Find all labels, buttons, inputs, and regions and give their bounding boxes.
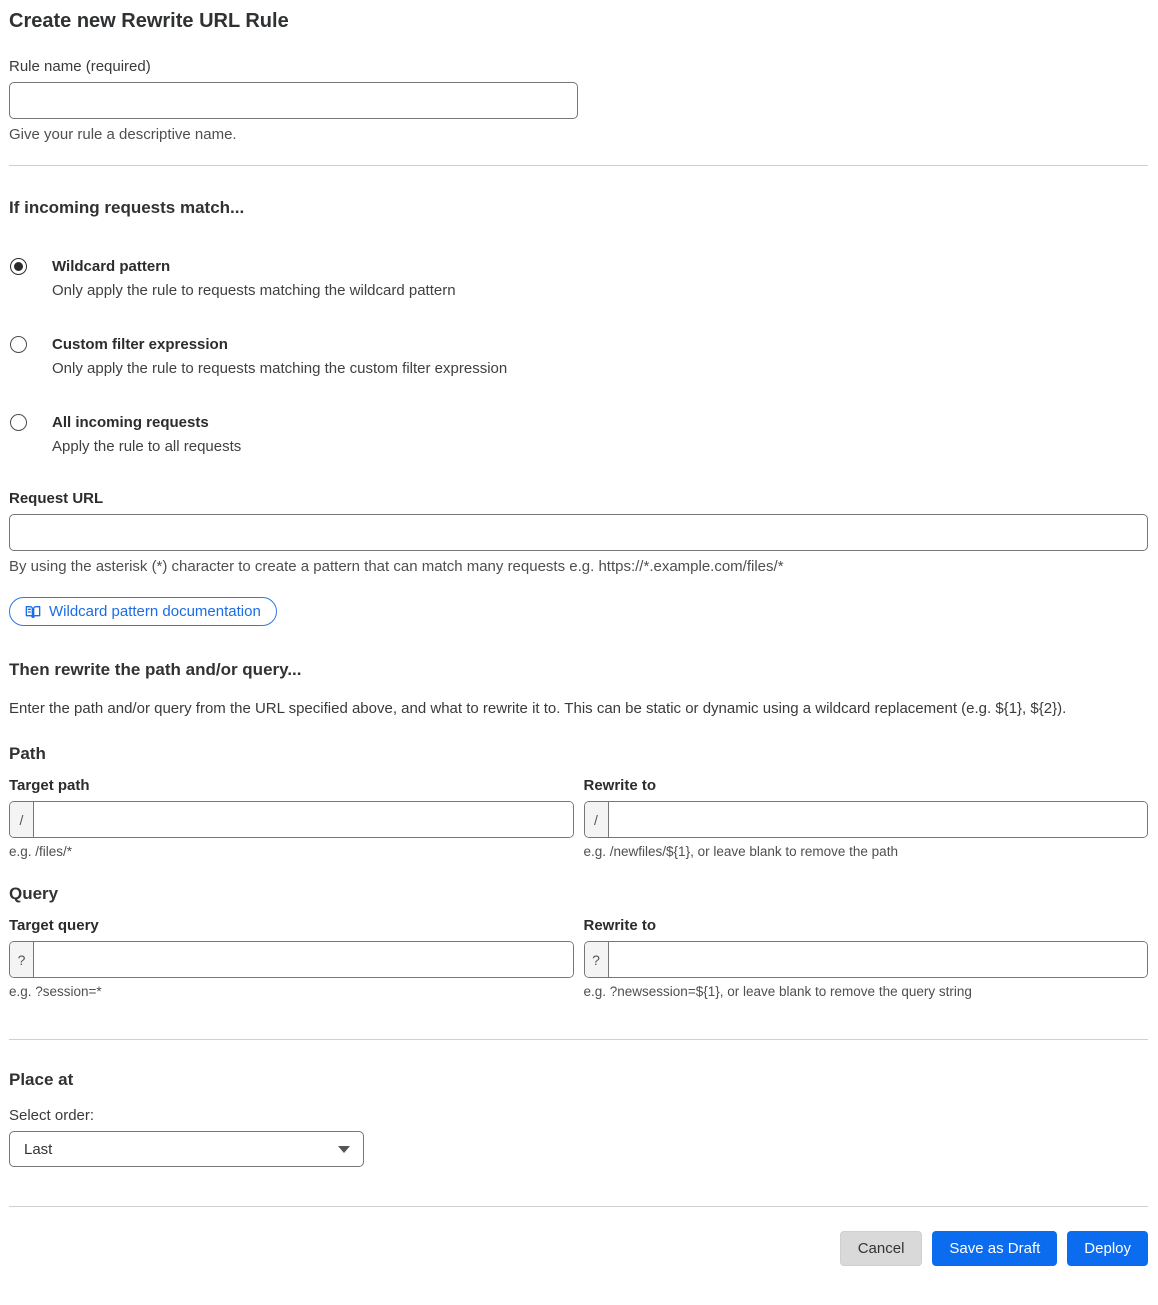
rule-name-section — [9, 58, 1148, 143]
target-path-label: Target path — [9, 777, 90, 794]
query-rewrite-to-input-group — [584, 941, 1149, 978]
target-query-helper: e.g. ?session=* — [9, 984, 102, 999]
radio-description: Only apply the rule to requests matching the wildcard pattern — [52, 282, 456, 299]
rewrite-section-description: Enter the path and/or query from the URL specified above, and what to rewrite it to. This can be static or dynamic using a wildcard replacement (e.g. ${1}, ${2}). — [9, 700, 1067, 717]
rewrite-section-heading: Then rewrite the path and/or query... — [9, 660, 302, 679]
question-mark-prefix: ? — [585, 942, 609, 977]
radio-description: Apply the rule to all requests — [52, 438, 242, 455]
target-path-field — [9, 777, 574, 859]
radio-label: Wildcard pattern — [52, 258, 171, 275]
query-rewrite-to-input[interactable] — [609, 942, 1148, 977]
target-query-label: Target query — [9, 917, 99, 934]
path-rewrite-to-label: Rewrite to — [583, 777, 657, 794]
query-rewrite-to-field — [584, 917, 1149, 999]
target-path-input-group — [9, 801, 574, 838]
cancel-button[interactable]: Cancel — [840, 1231, 923, 1266]
query-fields — [9, 917, 1148, 999]
order-select-value: Last — [24, 1140, 53, 1158]
rule-name-input[interactable] — [9, 82, 578, 119]
wildcard-documentation-label: Wildcard pattern documentation — [49, 603, 261, 620]
wildcard-documentation-button[interactable] — [9, 597, 277, 626]
section-divider — [9, 1039, 1148, 1040]
chevron-down-icon — [338, 1146, 350, 1153]
request-url-input[interactable] — [9, 514, 1148, 551]
radio-option-all-incoming-requests[interactable] — [9, 412, 1148, 457]
slash-prefix: / — [10, 802, 34, 837]
radio-button-icon[interactable] — [10, 414, 27, 431]
target-query-field — [9, 917, 574, 999]
match-type-radio-group — [9, 256, 1148, 457]
path-rewrite-to-field — [584, 777, 1149, 859]
radio-label: All incoming requests — [52, 414, 209, 431]
target-query-input-group — [9, 941, 574, 978]
request-url-label: Request URL — [9, 490, 104, 507]
order-select[interactable] — [9, 1131, 364, 1167]
footer-actions — [9, 1231, 1148, 1266]
footer-divider — [9, 1206, 1148, 1207]
select-order-label: Select order: — [9, 1107, 95, 1124]
slash-prefix: / — [585, 802, 609, 837]
section-divider — [9, 165, 1148, 166]
query-rewrite-to-helper: e.g. ?newsession=${1}, or leave blank to remove the query string — [583, 984, 972, 999]
question-mark-prefix: ? — [10, 942, 34, 977]
radio-label: Custom filter expression — [52, 336, 228, 353]
rule-name-label: Rule name (required) — [9, 58, 151, 75]
rule-name-helper: Give your rule a descriptive name. — [9, 126, 237, 143]
deploy-button[interactable]: Deploy — [1067, 1231, 1148, 1266]
target-path-helper: e.g. /files/* — [9, 844, 73, 859]
place-at-heading: Place at — [9, 1070, 74, 1089]
save-as-draft-button[interactable]: Save as Draft — [932, 1231, 1057, 1266]
radio-button-icon[interactable] — [10, 258, 27, 275]
path-rewrite-to-helper: e.g. /newfiles/${1}, or leave blank to remove the path — [583, 844, 898, 859]
path-rewrite-to-input[interactable] — [609, 802, 1148, 837]
target-path-input[interactable] — [34, 802, 573, 837]
radio-description: Only apply the rule to requests matching the custom filter expression — [52, 360, 508, 377]
request-url-helper: By using the asterisk (*) character to create a pattern that can match many requests e.g. https://*.example.com/files/* — [9, 558, 784, 575]
request-url-section — [9, 490, 1148, 626]
path-rewrite-to-input-group — [584, 801, 1149, 838]
query-rewrite-to-label: Rewrite to — [583, 917, 657, 934]
target-query-input[interactable] — [34, 942, 573, 977]
radio-option-wildcard-pattern[interactable] — [9, 256, 1148, 301]
page-title: Create new Rewrite URL Rule — [9, 10, 289, 32]
path-heading: Path — [9, 744, 46, 763]
radio-option-custom-filter-expression[interactable] — [9, 334, 1148, 379]
path-fields — [9, 777, 1148, 859]
query-heading: Query — [9, 884, 59, 903]
book-open-icon — [25, 604, 41, 620]
radio-button-icon[interactable] — [10, 336, 27, 353]
match-section-heading: If incoming requests match... — [9, 198, 245, 217]
